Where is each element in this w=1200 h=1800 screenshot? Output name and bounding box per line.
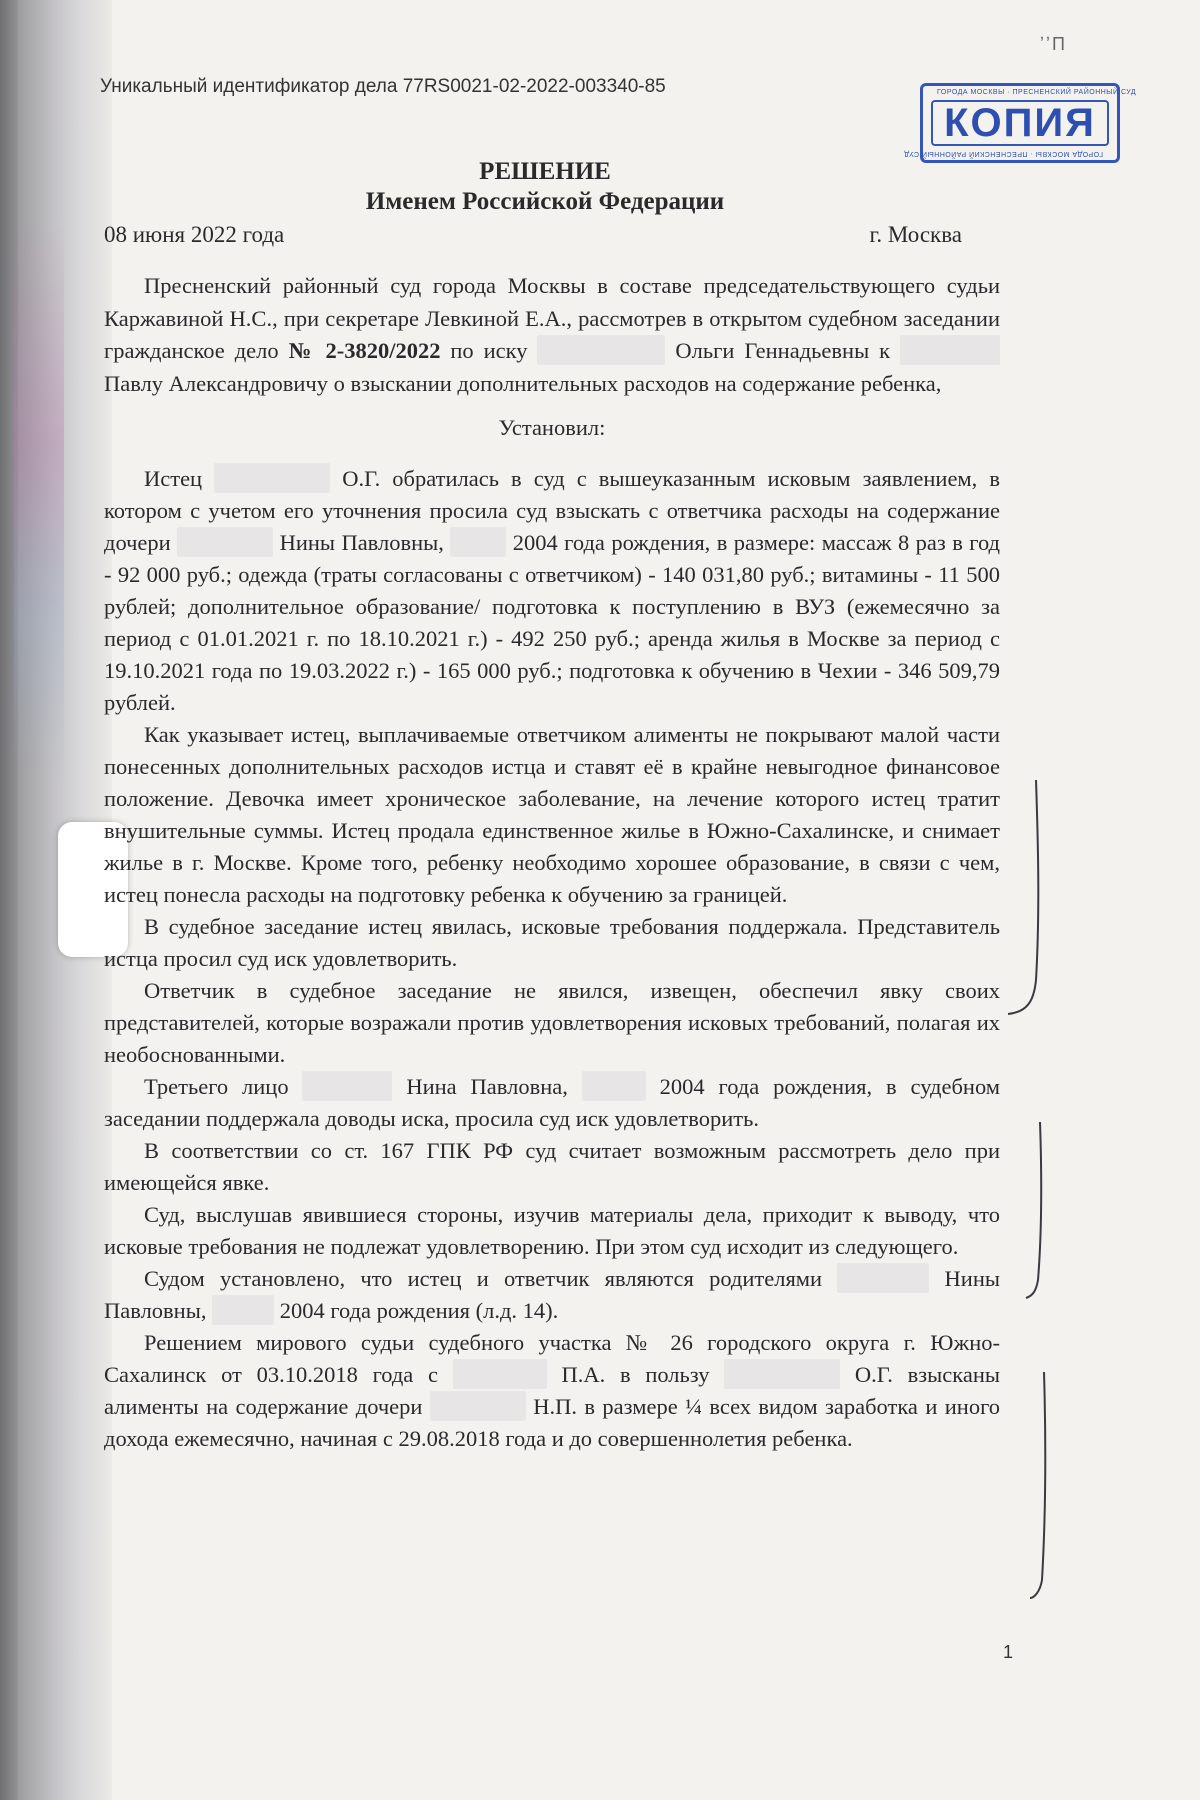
case-identifier: Уникальный идентификатор дела 77RS0021-02-2022-003340-85 (100, 76, 666, 97)
paragraph-defendant-appearance: Ответчик в судебное заседание не явился, извещен, обеспечил явку своих представителей, которые возражали против удовлетворения исковых требований, полагая их необоснованными. (104, 977, 1000, 1067)
redaction-block (537, 335, 665, 365)
paragraph-text: Н.П. в размере ¼ всех видом заработка и иного дохода ежемесячно, начиная с 29.08.2018 года и до совершеннолетия ребенка. (104, 1393, 1001, 1451)
stamp-ring-text-top: ГОРОДА МОСКВЫ · ПРЕСНЕНСКИЙ РАЙОННЫЙ СУД (937, 89, 1137, 96)
redaction-block (430, 1391, 526, 1421)
pen-bracket-1 (1008, 780, 1038, 1014)
decision-city: г. Москва (869, 222, 962, 247)
paragraph-text: П.А. в пользу (546, 1361, 725, 1387)
paragraph-text: Истец (144, 465, 215, 491)
paragraph-text: 2004 года рождения (л.д. 14). (274, 1297, 559, 1323)
page-number: 1 (1003, 1642, 1014, 1662)
intro-text: Ольги Геннадьевны к (665, 338, 901, 363)
paragraph-court-conclusion: Суд, выслушав явившиеся стороны, изучив материалы дела, приходит к выводу, что исковые требования не подлежат удовлетворению. При этом суд исходит из следующего. (104, 1201, 1000, 1259)
redaction-block (453, 1359, 547, 1389)
intro-paragraph (104, 270, 1000, 400)
redaction-block (837, 1263, 929, 1293)
document-subtitle: Именем Российской Федерации (365, 188, 725, 215)
margin-pen-marks (1000, 780, 1050, 1640)
corner-handwritten-mark: ʼʼП (1040, 34, 1067, 54)
redaction-block (582, 1071, 646, 1101)
document-body (104, 270, 1000, 1455)
stamp-word: КОПИЯ (944, 101, 1096, 145)
redaction-block (214, 463, 330, 493)
intro-text: Пресненский районный суд города Москвы в составе председательствующего судьи Каржавиной Н.С., при секретаре Левкиной Е.А., рассмотрев в открытом судебном заседании гражданское дело (104, 273, 1000, 363)
copy-stamp (903, 83, 1137, 163)
redaction-block (724, 1359, 840, 1389)
paragraph-claim (104, 463, 1000, 719)
paragraph-text: Решением мирового судьи судебного участка № 26 городского округа г. Южно-Сахалинск от 03.10.2018 года с (104, 1329, 1000, 1387)
paragraph-alimony-decision (104, 1327, 1000, 1455)
paragraph-text: О.Г. взысканы алименты на содержание дочери (104, 1361, 1000, 1419)
redaction-block (177, 527, 273, 557)
paragraph-parents (104, 1263, 1000, 1327)
stamp-ring-text-bottom: ГОРОДА МОСКВЫ · ПРЕСНЕНСКИЙ РАЙОННЫЙ СУД (903, 150, 1103, 157)
paragraph-procedure: В соответствии со ст. 167 ГПК РФ суд считает возможным рассмотреть дело при имеющейся явке. (104, 1137, 1000, 1195)
section-heading: Установил: (498, 415, 606, 440)
paragraph-text: О.Г. обратилась в суд с вышеуказанным исковым заявлением, в котором с учетом его уточнения просила суд взыскать с ответчика расходы на содержание дочери (104, 465, 1000, 555)
paragraph-text: Судом установлено, что истец и ответчик являются родителями (144, 1265, 838, 1291)
decision-date: 08 июня 2022 года (104, 222, 285, 247)
scan-color-artifact (14, 220, 64, 780)
redaction-block (900, 335, 1000, 365)
paragraph-text: Нины Павловны, (104, 1265, 1001, 1323)
paragraph-plaintiff-appearance: В судебное заседание истец явилась, исковые требования поддержала. Представитель истца просил суд иск удовлетворить. (104, 913, 1000, 971)
redaction-block (302, 1071, 392, 1101)
paragraph-text: Третьего лицо (144, 1073, 303, 1099)
pen-bracket-2 (1026, 1122, 1041, 1298)
paragraph-text: 2004 года рождения, в судебном заседании поддержала доводы иска, просила суд иск удовлетворить. (104, 1073, 1001, 1131)
pen-bracket-3 (1030, 1372, 1045, 1598)
redaction-block (212, 1295, 274, 1325)
paragraph-third-party (104, 1071, 1000, 1135)
date-place-line (104, 222, 962, 248)
intro-text: по иску (440, 338, 538, 363)
paragraph-plaintiff-argument: Как указывает истец, выплачиваемые ответчиком алименты не покрывают малой части понесенных дополнительных расходов истца и ставят её в крайне невыгодное финансовое положение. Девочка имеет хроническое заболевание, на лечение которого истец тратит внушительные суммы. Истец продала единственное жилье в Южно-Сахалинске, и снимает жилье в г. Москве. Кроме того, ребенку необходимо хорошее образование, в связи с чем, истец понесла расходы на подготовку ребенка к обучению за границей. (104, 721, 1000, 907)
redaction-block (450, 527, 506, 557)
paragraph-text: Нина Павловна, (392, 1073, 582, 1099)
intro-text: Павлу Александровичу о взыскании дополнительных расходов на содержание ребенка, (104, 370, 942, 396)
paragraph-text: 2004 года рождения, в размере: массаж 8 раз в год - 92 000 руб.; одежда (траты согласованы с ответчиком) - 140 031,80 руб.; витамины - 11 500 рублей; дополнительное образование/ подготовка к поступлению в ВУЗ (ежемесячно за период с 01.01.2021 г. по 18.10.2021 г.) - 492 250 руб.; аренда жилья в Москве за период с 19.10.2021 года по 19.03.2022 г.) - 165 000 руб.; подготовка к обучению в Чехии - 346 509,79 рублей. (104, 529, 1000, 715)
paragraph-text: Нины Павловны, (273, 529, 451, 555)
document-title: РЕШЕНИЕ (479, 158, 611, 185)
case-number: № 2-3820/2022 (288, 338, 441, 363)
